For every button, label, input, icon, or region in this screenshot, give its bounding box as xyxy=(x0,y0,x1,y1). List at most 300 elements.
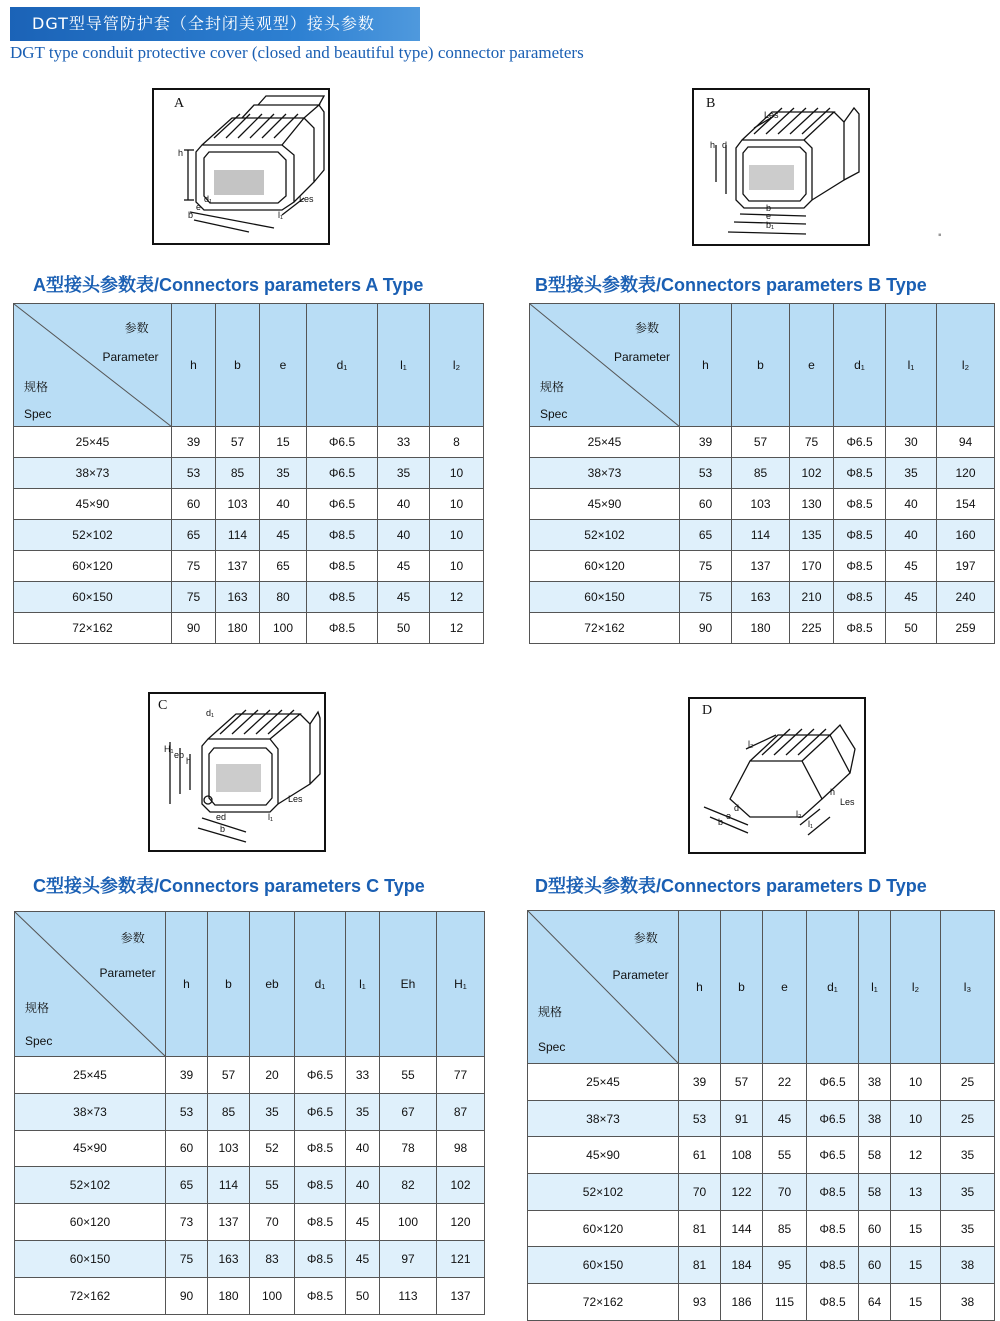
value-cell: 103 xyxy=(216,489,260,520)
table-row xyxy=(15,1130,485,1167)
value-cell: Φ8.5 xyxy=(834,613,886,644)
spec-cell: 60×120 xyxy=(530,551,680,582)
value-cell: 114 xyxy=(216,520,260,551)
figure-c-label-b: b xyxy=(220,824,226,834)
value-cell: 10 xyxy=(891,1100,941,1137)
figure-c-label-eb: eb xyxy=(174,750,185,760)
value-cell: 30 xyxy=(886,427,937,458)
figure-b-letter: B xyxy=(706,96,716,111)
table-row xyxy=(528,1174,995,1211)
value-cell: Φ6.5 xyxy=(307,489,378,520)
value-cell: 39 xyxy=(166,1057,208,1094)
parameter-table-a xyxy=(13,303,484,644)
corner-spec-cn: 规格 xyxy=(24,379,49,394)
value-cell: 73 xyxy=(166,1204,208,1241)
value-cell: 75 xyxy=(166,1240,208,1277)
value-cell: 130 xyxy=(790,489,834,520)
table-row xyxy=(530,427,995,458)
value-cell: 45 xyxy=(260,520,307,551)
value-cell: Φ6.5 xyxy=(307,427,378,458)
table-row xyxy=(15,1204,485,1241)
value-cell: 81 xyxy=(679,1247,721,1284)
value-cell: Φ6.5 xyxy=(295,1093,346,1130)
value-cell: Φ6.5 xyxy=(807,1100,859,1137)
figure-a-label-h: h xyxy=(178,148,184,158)
value-cell: 58 xyxy=(859,1137,891,1174)
value-cell: 13 xyxy=(891,1174,941,1211)
table-row xyxy=(530,613,995,644)
value-cell: Φ8.5 xyxy=(807,1247,859,1284)
corner-spec-cn: 规格 xyxy=(25,1001,50,1015)
figure-d-drawing xyxy=(690,699,864,852)
figure-b xyxy=(692,88,870,246)
table-row xyxy=(14,520,484,551)
value-cell: 186 xyxy=(721,1284,763,1321)
value-cell: 20 xyxy=(250,1057,295,1094)
value-cell: 8 xyxy=(430,427,484,458)
figure-d-label-e: e xyxy=(726,811,732,821)
value-cell: 10 xyxy=(891,1064,941,1101)
value-cell: 10 xyxy=(430,458,484,489)
figure-c-label-h: h xyxy=(186,756,192,766)
value-cell: 197 xyxy=(937,551,995,582)
value-cell: 60 xyxy=(172,489,216,520)
corner-param-en: Parameter xyxy=(614,349,671,364)
value-cell: 35 xyxy=(941,1137,995,1174)
figure-d-letter: D xyxy=(702,703,713,718)
spec-cell: 45×90 xyxy=(528,1137,679,1174)
value-cell: 57 xyxy=(216,427,260,458)
spec-cell: 45×90 xyxy=(14,489,172,520)
value-cell: 120 xyxy=(437,1204,485,1241)
value-cell: 90 xyxy=(166,1277,208,1314)
value-cell: 80 xyxy=(260,582,307,613)
value-cell: 240 xyxy=(937,582,995,613)
column-header: h xyxy=(679,911,721,1064)
table-a-corner-cell xyxy=(14,304,172,427)
figure-b-label-d: d xyxy=(722,140,728,150)
value-cell: Φ8.5 xyxy=(307,520,378,551)
value-cell: 38 xyxy=(859,1064,891,1101)
parameter-table-c xyxy=(14,911,485,1315)
value-cell: 45 xyxy=(378,582,430,613)
value-cell: 184 xyxy=(721,1247,763,1284)
value-cell: 163 xyxy=(208,1240,250,1277)
value-cell: 144 xyxy=(721,1210,763,1247)
spec-cell: 38×73 xyxy=(528,1100,679,1137)
table-row xyxy=(528,1284,995,1321)
value-cell: 65 xyxy=(260,551,307,582)
column-header: b xyxy=(208,912,250,1057)
value-cell: 65 xyxy=(172,520,216,551)
column-header: e xyxy=(790,304,834,427)
page-title-banner xyxy=(10,7,420,41)
value-cell: 75 xyxy=(790,427,834,458)
spec-cell: 60×150 xyxy=(15,1240,166,1277)
figure-d-label-d: d xyxy=(734,803,740,813)
figure-c xyxy=(148,692,326,852)
value-cell: 35 xyxy=(941,1174,995,1211)
value-cell: 40 xyxy=(260,489,307,520)
value-cell: 45 xyxy=(346,1240,380,1277)
value-cell: 137 xyxy=(437,1277,485,1314)
value-cell: 100 xyxy=(250,1277,295,1314)
value-cell: 259 xyxy=(937,613,995,644)
value-cell: Φ8.5 xyxy=(307,551,378,582)
value-cell: 93 xyxy=(679,1284,721,1321)
value-cell: 180 xyxy=(208,1277,250,1314)
column-header: l₁ xyxy=(346,912,380,1057)
value-cell: Φ8.5 xyxy=(807,1174,859,1211)
figure-b-label-b1: b₁ xyxy=(766,220,775,230)
figure-b-label-b: b xyxy=(766,203,772,213)
column-header: d₁ xyxy=(834,304,886,427)
value-cell: Φ8.5 xyxy=(307,613,378,644)
value-cell: 70 xyxy=(679,1174,721,1211)
value-cell: Φ8.5 xyxy=(807,1284,859,1321)
value-cell: Φ8.5 xyxy=(295,1277,346,1314)
value-cell: 10 xyxy=(430,520,484,551)
value-cell: 87 xyxy=(437,1093,485,1130)
value-cell: Φ6.5 xyxy=(295,1057,346,1094)
table-row xyxy=(15,1057,485,1094)
value-cell: 121 xyxy=(437,1240,485,1277)
spec-cell: 52×102 xyxy=(528,1174,679,1211)
value-cell: 154 xyxy=(937,489,995,520)
value-cell: 39 xyxy=(679,1064,721,1101)
table-row xyxy=(15,1167,485,1204)
spec-cell: 45×90 xyxy=(15,1130,166,1167)
value-cell: 39 xyxy=(172,427,216,458)
column-header: b xyxy=(732,304,790,427)
column-header: l₁ xyxy=(859,911,891,1064)
column-header: l₂ xyxy=(430,304,484,427)
value-cell: 163 xyxy=(216,582,260,613)
figure-a-label-l1: l₁ xyxy=(278,210,284,220)
column-header: h xyxy=(172,304,216,427)
value-cell: 45 xyxy=(763,1100,807,1137)
value-cell: 57 xyxy=(732,427,790,458)
value-cell: 67 xyxy=(380,1093,437,1130)
value-cell: 55 xyxy=(380,1057,437,1094)
column-header: Eh xyxy=(380,912,437,1057)
value-cell: 45 xyxy=(886,551,937,582)
value-cell: 50 xyxy=(346,1277,380,1314)
value-cell: 163 xyxy=(732,582,790,613)
value-cell: 75 xyxy=(172,582,216,613)
value-cell: Φ8.5 xyxy=(295,1167,346,1204)
value-cell: 35 xyxy=(250,1093,295,1130)
value-cell: 57 xyxy=(721,1064,763,1101)
corner-param-cn: 参数 xyxy=(635,320,660,335)
value-cell: 120 xyxy=(937,458,995,489)
value-cell: 38 xyxy=(859,1100,891,1137)
table-row xyxy=(528,1064,995,1101)
value-cell: 75 xyxy=(172,551,216,582)
figure-a-letter: A xyxy=(174,96,185,111)
figure-c-drawing xyxy=(150,694,324,850)
value-cell: 38 xyxy=(941,1247,995,1284)
table-row xyxy=(530,551,995,582)
spec-cell: 60×120 xyxy=(15,1204,166,1241)
spec-cell: 60×150 xyxy=(530,582,680,613)
value-cell: 38 xyxy=(941,1284,995,1321)
page-title-en: DGT type conduit protective cover (closed and beautiful type) connector parameters xyxy=(10,43,584,62)
value-cell: 135 xyxy=(790,520,834,551)
value-cell: 50 xyxy=(378,613,430,644)
spec-cell: 60×150 xyxy=(528,1247,679,1284)
column-header: d₁ xyxy=(307,304,378,427)
value-cell: Φ8.5 xyxy=(834,582,886,613)
table-row xyxy=(15,1240,485,1277)
figure-a-label-les: Les xyxy=(299,194,314,204)
value-cell: 25 xyxy=(941,1100,995,1137)
spec-cell: 72×162 xyxy=(15,1277,166,1314)
table-row xyxy=(528,1247,995,1284)
spec-cell: 52×102 xyxy=(15,1167,166,1204)
value-cell: 57 xyxy=(208,1057,250,1094)
table-c-corner-cell xyxy=(15,912,166,1057)
figure-a-label-d1: d₁ xyxy=(204,194,213,204)
column-header: l₁ xyxy=(886,304,937,427)
value-cell: 61 xyxy=(679,1137,721,1174)
page-title-cn: DGT型导管防护套（全封闭美观型）接头参数 xyxy=(32,14,375,33)
parameter-table-d xyxy=(527,910,995,1321)
value-cell: 55 xyxy=(250,1167,295,1204)
value-cell: 103 xyxy=(732,489,790,520)
spec-cell: 72×162 xyxy=(530,613,680,644)
spec-cell: 60×120 xyxy=(14,551,172,582)
decorative-dot-icon: ▪ xyxy=(938,230,942,241)
spec-cell: 72×162 xyxy=(14,613,172,644)
column-header: b xyxy=(721,911,763,1064)
value-cell: Φ8.5 xyxy=(834,520,886,551)
value-cell: 65 xyxy=(166,1167,208,1204)
table-row xyxy=(530,489,995,520)
value-cell: 100 xyxy=(380,1204,437,1241)
value-cell: 114 xyxy=(208,1167,250,1204)
value-cell: 170 xyxy=(790,551,834,582)
table-row xyxy=(530,520,995,551)
spec-cell: 25×45 xyxy=(530,427,680,458)
corner-spec-en: Spec xyxy=(538,1039,566,1054)
spec-cell: 38×73 xyxy=(530,458,680,489)
value-cell: 75 xyxy=(680,551,732,582)
value-cell: 40 xyxy=(886,489,937,520)
spec-cell: 25×45 xyxy=(528,1064,679,1101)
value-cell: 40 xyxy=(378,489,430,520)
table-c-header-row xyxy=(15,912,485,1057)
figure-d-label-l1: l₁ xyxy=(808,819,814,829)
value-cell: 113 xyxy=(380,1277,437,1314)
value-cell: 33 xyxy=(378,427,430,458)
figure-c-label-les: Les xyxy=(288,794,303,804)
column-header: b xyxy=(216,304,260,427)
figure-a-label-b: b xyxy=(188,210,194,220)
value-cell: 103 xyxy=(208,1130,250,1167)
value-cell: 83 xyxy=(250,1240,295,1277)
value-cell: 60 xyxy=(859,1247,891,1284)
figure-c-label-h1: H₁ xyxy=(164,744,174,754)
value-cell: 122 xyxy=(721,1174,763,1211)
value-cell: 85 xyxy=(763,1210,807,1247)
corner-param-en: Parameter xyxy=(612,967,669,982)
figure-b-drawing xyxy=(694,90,868,244)
table-row xyxy=(528,1210,995,1247)
value-cell: 50 xyxy=(886,613,937,644)
spec-cell: 52×102 xyxy=(530,520,680,551)
value-cell: 65 xyxy=(680,520,732,551)
column-header: l₃ xyxy=(941,911,995,1064)
figure-d-label-b: b xyxy=(718,817,724,827)
value-cell: 60 xyxy=(166,1130,208,1167)
value-cell: 40 xyxy=(346,1130,380,1167)
figure-d-label-l2-bottom: l₂ xyxy=(796,809,802,819)
table-row xyxy=(528,1137,995,1174)
value-cell: Φ8.5 xyxy=(834,489,886,520)
value-cell: 115 xyxy=(763,1284,807,1321)
value-cell: 97 xyxy=(380,1240,437,1277)
corner-spec-cn: 规格 xyxy=(540,379,565,394)
value-cell: 77 xyxy=(437,1057,485,1094)
value-cell: 180 xyxy=(732,613,790,644)
value-cell: 98 xyxy=(437,1130,485,1167)
value-cell: 15 xyxy=(891,1210,941,1247)
figure-c-label-d1: d₁ xyxy=(206,708,215,718)
table-row xyxy=(528,1100,995,1137)
corner-spec-cn: 规格 xyxy=(538,1004,563,1019)
column-header: h xyxy=(680,304,732,427)
value-cell: 85 xyxy=(732,458,790,489)
figure-a-drawing xyxy=(154,90,328,243)
table-b-header-row xyxy=(530,304,995,427)
value-cell: 102 xyxy=(790,458,834,489)
figure-d-label-les: Les xyxy=(840,797,855,807)
value-cell: 35 xyxy=(886,458,937,489)
table-b-title: B型接头参数表/Connectors parameters B Type xyxy=(535,275,927,295)
value-cell: 40 xyxy=(886,520,937,551)
table-row xyxy=(15,1277,485,1314)
column-header: d₁ xyxy=(295,912,346,1057)
value-cell: 39 xyxy=(680,427,732,458)
figure-c-label-ed: ed xyxy=(216,812,227,822)
table-row xyxy=(14,427,484,458)
value-cell: 53 xyxy=(680,458,732,489)
value-cell: 12 xyxy=(430,613,484,644)
table-b-corner-cell xyxy=(530,304,680,427)
value-cell: 85 xyxy=(216,458,260,489)
value-cell: 40 xyxy=(346,1167,380,1204)
spec-cell: 52×102 xyxy=(14,520,172,551)
value-cell: 60 xyxy=(680,489,732,520)
figure-d xyxy=(688,697,866,854)
value-cell: 210 xyxy=(790,582,834,613)
table-row xyxy=(14,582,484,613)
figure-c-letter: C xyxy=(158,698,168,713)
corner-spec-en: Spec xyxy=(24,407,52,422)
value-cell: 10 xyxy=(430,489,484,520)
column-header: l₂ xyxy=(891,911,941,1064)
corner-param-cn: 参数 xyxy=(124,320,149,335)
spec-cell: 60×120 xyxy=(528,1210,679,1247)
value-cell: 35 xyxy=(378,458,430,489)
figure-b-label-les: Les xyxy=(764,110,779,120)
figure-d-label-l2-top: l₂ xyxy=(748,739,754,749)
value-cell: 160 xyxy=(937,520,995,551)
value-cell: 90 xyxy=(680,613,732,644)
table-d-header-row xyxy=(528,911,995,1064)
figure-a xyxy=(152,88,330,245)
corner-param-cn: 参数 xyxy=(120,931,145,946)
value-cell: 225 xyxy=(790,613,834,644)
value-cell: 45 xyxy=(886,582,937,613)
table-row xyxy=(14,458,484,489)
spec-cell: 45×90 xyxy=(530,489,680,520)
value-cell: 52 xyxy=(250,1130,295,1167)
value-cell: Φ8.5 xyxy=(295,1240,346,1277)
figure-d-label-h: h xyxy=(830,787,836,797)
value-cell: 70 xyxy=(763,1174,807,1211)
corner-spec-en: Spec xyxy=(540,407,568,422)
value-cell: 45 xyxy=(346,1204,380,1241)
value-cell: Φ8.5 xyxy=(307,582,378,613)
value-cell: 102 xyxy=(437,1167,485,1204)
figure-c-label-l1: l₁ xyxy=(268,812,274,822)
value-cell: 137 xyxy=(208,1204,250,1241)
value-cell: 15 xyxy=(260,427,307,458)
value-cell: 15 xyxy=(891,1247,941,1284)
value-cell: 95 xyxy=(763,1247,807,1284)
spec-cell: 60×150 xyxy=(14,582,172,613)
value-cell: 180 xyxy=(216,613,260,644)
value-cell: 53 xyxy=(172,458,216,489)
value-cell: 137 xyxy=(216,551,260,582)
value-cell: 91 xyxy=(721,1100,763,1137)
table-row xyxy=(14,551,484,582)
value-cell: 15 xyxy=(891,1284,941,1321)
value-cell: Φ8.5 xyxy=(295,1130,346,1167)
column-header: H₁ xyxy=(437,912,485,1057)
spec-cell: 38×73 xyxy=(14,458,172,489)
value-cell: 64 xyxy=(859,1284,891,1321)
table-a-header-row xyxy=(14,304,484,427)
figure-b-label-h: h xyxy=(710,140,716,150)
table-row xyxy=(530,582,995,613)
column-header: e xyxy=(763,911,807,1064)
value-cell: Φ6.5 xyxy=(307,458,378,489)
column-header: l₁ xyxy=(378,304,430,427)
value-cell: Φ8.5 xyxy=(834,458,886,489)
column-header: h xyxy=(166,912,208,1057)
value-cell: 10 xyxy=(430,551,484,582)
table-row xyxy=(14,613,484,644)
table-row xyxy=(530,458,995,489)
value-cell: 137 xyxy=(732,551,790,582)
value-cell: 12 xyxy=(891,1137,941,1174)
column-header: e xyxy=(260,304,307,427)
column-header: d₁ xyxy=(807,911,859,1064)
value-cell: Φ8.5 xyxy=(807,1210,859,1247)
corner-param-cn: 参数 xyxy=(633,931,658,946)
value-cell: 22 xyxy=(763,1064,807,1101)
value-cell: 53 xyxy=(679,1100,721,1137)
value-cell: 35 xyxy=(260,458,307,489)
corner-spec-en: Spec xyxy=(25,1033,53,1048)
figure-a-label-e: e xyxy=(196,202,202,212)
value-cell: 12 xyxy=(430,582,484,613)
value-cell: 100 xyxy=(260,613,307,644)
value-cell: 70 xyxy=(250,1204,295,1241)
